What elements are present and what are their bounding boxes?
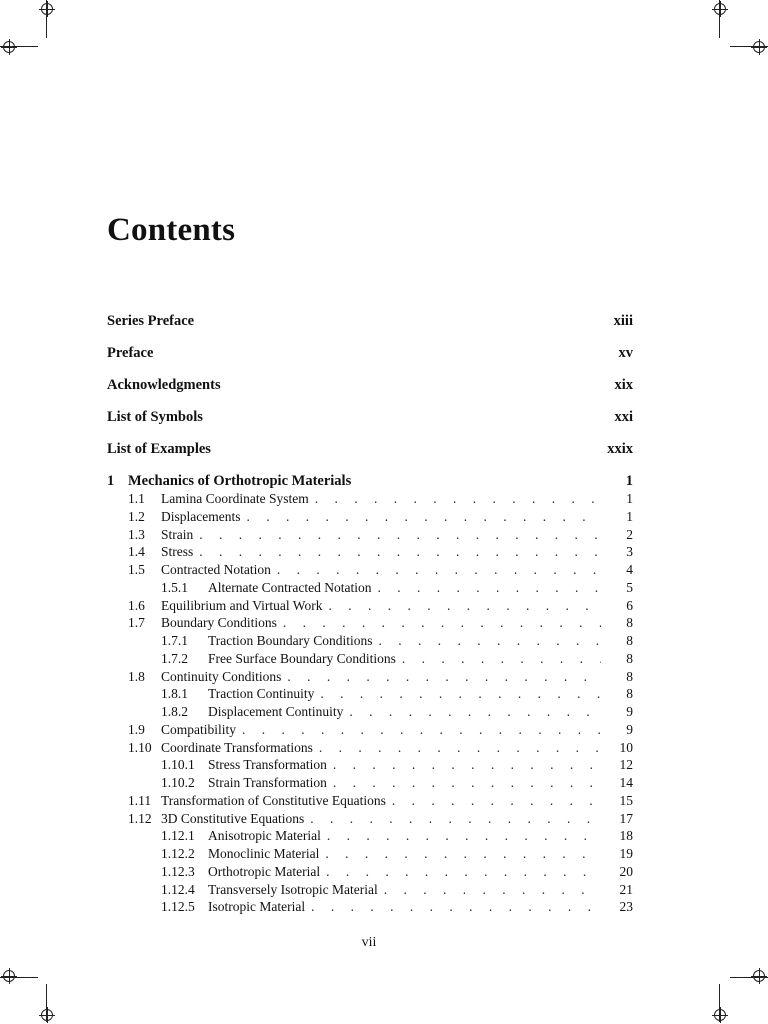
entry-page: 8 [626, 650, 633, 666]
toc-section-entry[interactable] [107, 810, 633, 828]
entry-page: 8 [626, 686, 633, 702]
entry-page: 10 [619, 739, 633, 755]
toc-subsection-entry[interactable] [107, 845, 633, 863]
toc-section-entry[interactable] [107, 739, 633, 757]
dot-leader [392, 792, 601, 810]
entry-page: 17 [619, 810, 633, 826]
entry-number: 1.11 [128, 792, 152, 808]
dot-leader [319, 739, 601, 757]
entry-page: 14 [619, 775, 633, 790]
dot-leader [379, 632, 601, 650]
toc-section-entry[interactable] [107, 721, 633, 739]
dot-leader [402, 650, 601, 668]
entry-title: Traction Boundary Conditions [208, 633, 373, 648]
entry-number: 1.3 [128, 526, 145, 542]
toc-section-entry[interactable] [107, 526, 633, 544]
toc-section-entry[interactable] [107, 543, 633, 561]
entry-number: 1.7.1 [161, 633, 188, 648]
entry-title: Preface [107, 345, 154, 361]
toc-section-entry[interactable] [107, 597, 633, 615]
entry-title: Lamina Coordinate System [161, 491, 309, 506]
entry-title: Stress Transformation [208, 757, 327, 773]
entry-title: Coordinate Transformations [161, 739, 313, 755]
section-list [107, 490, 633, 916]
entry-title: Alternate Contracted Notation [208, 579, 372, 595]
toc-section-entry[interactable] [107, 561, 633, 579]
entry-page: xiii [613, 313, 633, 329]
entry-title: Monoclinic Material [208, 846, 320, 861]
entry-page: 12 [619, 757, 633, 773]
toc-front-matter-entry[interactable] [107, 408, 633, 440]
entry-number: 1.2 [128, 508, 145, 524]
dot-leader [327, 827, 601, 845]
dot-leader [320, 685, 601, 703]
entry-number: 1.8 [128, 668, 145, 684]
entry-title: Traction Continuity [208, 686, 315, 702]
toc-subsection-entry[interactable] [107, 774, 633, 792]
entry-number: 1.10 [128, 739, 152, 755]
entry-number: 1.12.4 [161, 881, 195, 897]
toc-subsection-entry[interactable] [107, 756, 633, 774]
dot-leader [310, 810, 601, 828]
entry-number: 1.12.2 [161, 846, 195, 861]
entry-number: 1.12.1 [161, 828, 195, 844]
entry-page: xv [618, 345, 633, 361]
entry-number: 1.12.3 [161, 863, 195, 879]
toc-subsection-entry[interactable] [107, 863, 633, 881]
entry-page: 3 [626, 544, 633, 560]
entry-page: 1 [626, 491, 633, 506]
dot-leader [199, 526, 601, 544]
dot-leader [311, 898, 601, 916]
dot-leader [287, 668, 601, 686]
dot-leader [328, 597, 601, 615]
entry-page: 1 [626, 508, 633, 524]
toc-section-entry[interactable] [107, 490, 633, 508]
crop-mark-bottom-left [0, 976, 48, 1024]
page-number: vii [361, 935, 377, 950]
entry-page: 8 [626, 668, 633, 684]
toc-subsection-entry[interactable] [107, 881, 633, 899]
chapter-page: 1 [625, 473, 633, 489]
crop-mark-top-right [720, 0, 768, 48]
dot-leader [199, 543, 601, 561]
toc-subsection-entry[interactable] [107, 898, 633, 916]
entry-title: Equilibrium and Virtual Work [161, 597, 323, 613]
entry-page: 4 [626, 562, 633, 577]
entry-number: 1.6 [128, 597, 145, 613]
toc-subsection-entry[interactable] [107, 685, 633, 703]
entry-title: Continuity Conditions [161, 668, 282, 684]
crop-mark-top-left [0, 0, 48, 48]
entry-page: 15 [619, 792, 633, 808]
entry-page: 21 [619, 881, 633, 897]
entry-title: Displacements [161, 508, 241, 524]
entry-title: Anisotropic Material [208, 828, 321, 844]
entry-page: 5 [626, 579, 633, 595]
entry-number: 1.10.2 [161, 775, 195, 790]
entry-title: Free Surface Boundary Conditions [208, 650, 396, 666]
toc-subsection-entry[interactable] [107, 632, 633, 650]
entry-page: xix [614, 377, 633, 393]
dot-leader [283, 614, 601, 632]
entry-number: 1.7.2 [161, 650, 188, 666]
entry-title: Orthotropic Material [208, 863, 321, 879]
entry-title: Series Preface [107, 313, 195, 329]
entry-page: 6 [626, 597, 633, 613]
entry-page: 8 [626, 615, 633, 631]
entry-page: 9 [626, 721, 633, 737]
toc-section-entry[interactable] [107, 614, 633, 632]
entry-page: 18 [619, 828, 633, 844]
entry-title: Boundary Conditions [161, 615, 277, 631]
toc-subsection-entry[interactable] [107, 579, 633, 597]
dot-leader [333, 756, 601, 774]
toc-subsection-entry[interactable] [107, 703, 633, 721]
entry-title: Stress [161, 544, 194, 560]
front-matter-list [107, 312, 633, 472]
entry-page: xxix [607, 441, 633, 457]
entry-number: 1.7 [128, 615, 145, 631]
dot-leader [377, 579, 601, 597]
chapter-number: 1 [107, 473, 115, 489]
toc-front-matter-entry[interactable] [107, 440, 633, 472]
entry-title: Contracted Notation [161, 562, 271, 577]
entry-title: Transformation of Constitutive Equations [161, 792, 386, 808]
entry-number: 1.8.1 [161, 686, 188, 702]
chapter-heading [107, 472, 351, 490]
entry-number: 1.5 [128, 562, 145, 577]
entry-title: Strain [161, 526, 194, 542]
dot-leader [384, 881, 601, 899]
toc-section-entry[interactable] [107, 668, 633, 686]
entry-number: 1.8.2 [161, 704, 188, 719]
chapter-title: Mechanics of Orthotropic Materials [128, 473, 352, 489]
entry-title: Acknowledgments [107, 377, 221, 393]
entry-number: 1.4 [128, 544, 145, 560]
entry-page: 20 [619, 863, 633, 879]
dot-leader [325, 845, 601, 863]
entry-number: 1.1 [128, 491, 145, 506]
entry-number: 1.5.1 [161, 579, 188, 595]
entry-page: 9 [626, 704, 633, 719]
entry-title: Displacement Continuity [208, 704, 344, 719]
toc-front-matter-entry[interactable] [107, 312, 633, 344]
toc-front-matter-entry[interactable] [107, 376, 633, 408]
entry-number: 1.9 [128, 721, 145, 737]
toc-front-matter-entry[interactable] [107, 344, 633, 376]
entry-number: 1.12.5 [161, 899, 195, 915]
toc-subsection-entry[interactable] [107, 650, 633, 668]
table-of-contents [107, 312, 633, 916]
dot-leader [277, 561, 601, 579]
entry-title: Transversely Isotropic Material [208, 881, 378, 897]
entry-title: Isotropic Material [208, 899, 306, 915]
entry-title: Compatibility [161, 721, 237, 737]
entry-page: 8 [626, 633, 633, 648]
dot-leader [326, 863, 601, 881]
entry-title: List of Symbols [107, 409, 203, 425]
entry-title: Strain Transformation [208, 775, 327, 790]
dot-leader [242, 721, 601, 739]
entry-page: 2 [626, 526, 633, 542]
dot-leader [349, 703, 601, 721]
toc-section-entry[interactable] [107, 508, 633, 526]
toc-section-entry[interactable] [107, 792, 633, 810]
page-title: Contents [107, 212, 236, 248]
entry-page: xxi [614, 409, 633, 425]
crop-mark-bottom-right [720, 976, 768, 1024]
dot-leader [315, 490, 601, 508]
dot-leader [246, 508, 601, 526]
entry-number: 1.10.1 [161, 757, 195, 773]
entry-number: 1.12 [128, 810, 152, 826]
entry-page: 19 [619, 846, 633, 861]
entry-title: List of Examples [107, 441, 211, 457]
dot-leader [333, 774, 601, 792]
entry-title: 3D Constitutive Equations [161, 810, 305, 826]
entry-page: 23 [619, 899, 633, 915]
toc-subsection-entry[interactable] [107, 827, 633, 845]
toc-chapter-entry[interactable] [107, 472, 633, 490]
